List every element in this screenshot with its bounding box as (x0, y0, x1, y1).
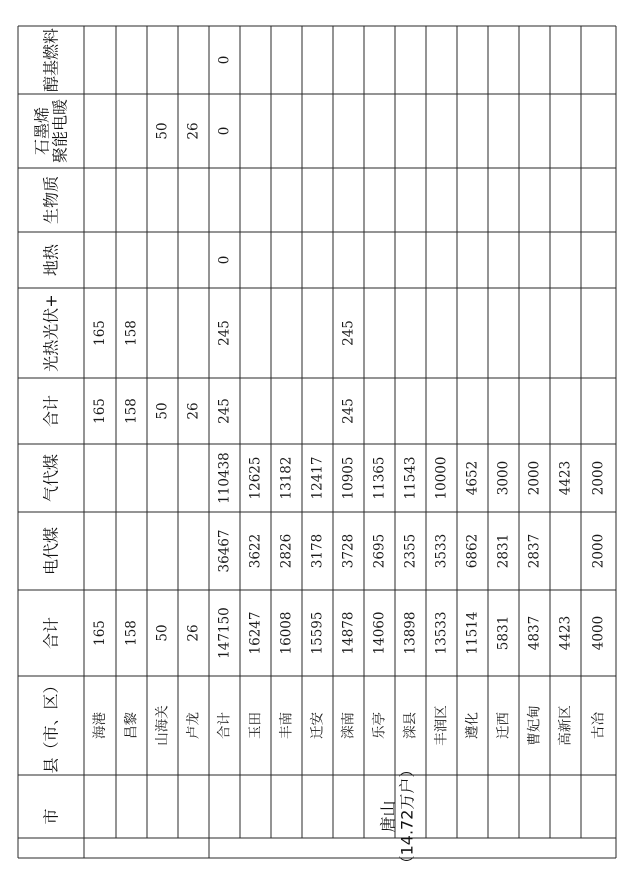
value-cell: 11543 (402, 456, 419, 500)
county-cell: 昌黎 (123, 712, 140, 739)
county-cell: 山海关 (154, 705, 171, 746)
county-cell: 丰润区 (433, 705, 450, 746)
county-cell: 玉田 (247, 712, 264, 739)
city-households-tangshan: （14.72万户） (397, 761, 417, 872)
county-cell: 古冶 (590, 712, 607, 739)
value-cell: 4000 (590, 615, 607, 651)
value-cell: 2000 (526, 460, 543, 496)
value-cell: 2826 (278, 533, 295, 569)
column-headers (33, 28, 70, 825)
value-cell: 245 (216, 320, 233, 346)
value-cell: 4423 (557, 615, 574, 651)
header-gas-replace-coal: 气代煤 (41, 453, 61, 503)
header-new-energy-total: 合计 (41, 394, 61, 428)
header-alcohol-fuel: 醇基燃料 (41, 27, 61, 93)
county-cell: 遵化 (464, 712, 481, 739)
value-cell: 16008 (278, 611, 295, 655)
county-cell: 高新区 (557, 705, 574, 746)
value-cell: 2355 (402, 533, 419, 569)
value-cell: 4652 (464, 460, 481, 496)
value-cell: 11365 (371, 456, 388, 500)
header-electric-replace-coal: 电代煤 (41, 526, 61, 576)
value-cell: 2000 (590, 533, 607, 569)
value-cell: 0 (216, 126, 233, 136)
header-graphene-line1: 石墨烯 (32, 106, 52, 156)
value-cell: 110438 (216, 452, 233, 504)
value-cell: 26 (185, 402, 202, 420)
header-biomass: 生物质 (41, 175, 61, 225)
header-graphene-line2: 聚能电暖 (50, 98, 70, 164)
value-cell: 36467 (216, 529, 233, 573)
value-cell: 158 (123, 398, 140, 424)
value-cell: 245 (216, 398, 233, 424)
county-cell: 滦县 (402, 712, 419, 739)
header-city: 市 (41, 808, 61, 825)
value-cell: 13182 (278, 456, 295, 500)
value-cell: 11514 (464, 611, 481, 655)
value-cell: 50 (154, 624, 171, 642)
county-cell: 丰南 (278, 712, 295, 739)
value-cell: 2837 (526, 533, 543, 569)
value-cell: 3533 (433, 533, 450, 569)
value-cell: 13533 (433, 611, 450, 655)
value-cell: 13898 (402, 611, 419, 655)
value-cell: 50 (154, 122, 171, 140)
county-cell: 乐亭 (371, 712, 388, 739)
value-cell: 3622 (247, 533, 264, 569)
value-cell: 16247 (247, 611, 264, 655)
value-cell: 158 (123, 320, 140, 346)
value-cell: 26 (185, 624, 202, 642)
value-cell: 12417 (309, 456, 326, 500)
value-cell: 165 (92, 320, 108, 346)
header-total: 合计 (41, 616, 61, 650)
header-county: 县（市、区） (41, 677, 61, 774)
value-cell: 4423 (557, 460, 574, 496)
header-geothermal: 地热 (41, 243, 61, 277)
value-cell: 14060 (371, 611, 388, 655)
county-cell: 滦南 (340, 712, 357, 739)
value-cell: 0 (216, 255, 233, 265)
value-cell: 165 (92, 620, 108, 646)
value-cell: 165 (92, 398, 108, 424)
value-cell: 158 (123, 620, 140, 646)
value-cell: 50 (154, 402, 171, 420)
value-cell: 0 (216, 55, 233, 65)
value-cell: 4837 (526, 615, 543, 651)
value-cell: 3000 (495, 460, 512, 496)
county-cell: 合计 (216, 712, 233, 739)
city-name-tangshan: 唐山 (378, 800, 398, 833)
value-cell: 10905 (340, 456, 357, 500)
header-solar: 光热光伏+ (41, 294, 61, 372)
value-cell: 245 (340, 320, 357, 346)
value-cell: 3728 (340, 533, 357, 569)
value-cell: 2695 (371, 533, 388, 569)
value-cell: 10000 (433, 456, 450, 500)
county-cell: 迁安 (309, 712, 326, 739)
value-cell: 6862 (464, 533, 481, 569)
county-cell: 卢龙 (185, 712, 202, 739)
value-cell: 15595 (309, 611, 326, 655)
value-cell: 3178 (309, 533, 326, 569)
city-column (379, 762, 417, 872)
value-cell: 147150 (216, 607, 233, 659)
county-cell: 迁西 (495, 712, 512, 739)
value-cell: 245 (340, 398, 357, 424)
value-cell: 14878 (340, 611, 357, 655)
table-body (92, 56, 607, 746)
value-cell: 26 (185, 122, 202, 140)
value-cell: 2000 (590, 460, 607, 496)
value-cell: 12625 (247, 456, 264, 500)
county-cell: 海港 (92, 712, 108, 739)
value-cell: 5831 (495, 615, 512, 651)
value-cell: 2831 (495, 533, 512, 569)
county-cell: 曹妃甸 (526, 705, 543, 746)
